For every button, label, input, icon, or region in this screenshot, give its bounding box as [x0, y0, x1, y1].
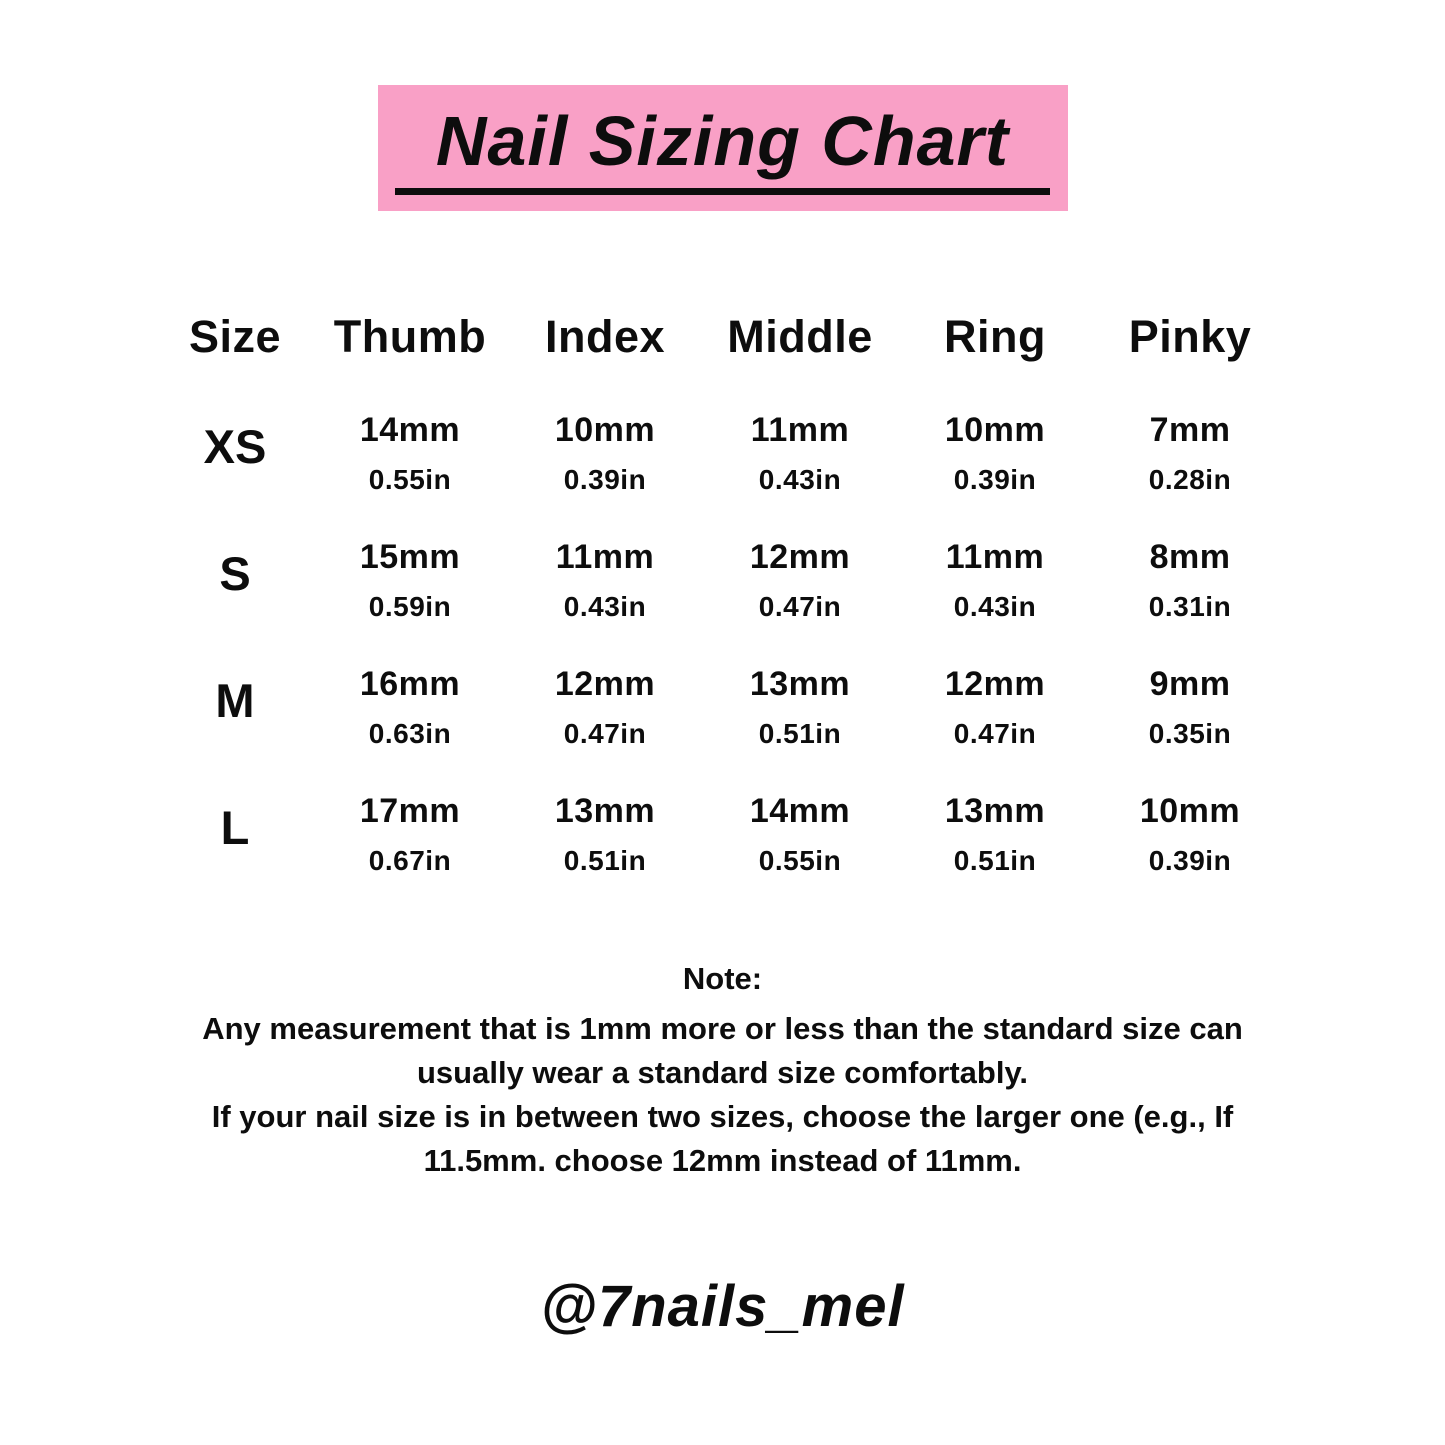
table-row-m	[158, 665, 1288, 750]
size-label-xs: XS	[203, 420, 267, 473]
column-header-middle: Middle	[727, 311, 873, 362]
cell-m-thumb	[313, 665, 508, 750]
in-value: 0.51in	[563, 845, 647, 876]
in-value: 0.47in	[953, 718, 1037, 749]
cell-l-pinky	[1093, 792, 1288, 877]
in-value: 0.67in	[368, 845, 452, 876]
cell-xs-ring	[898, 411, 1093, 496]
table-row-s	[158, 538, 1288, 623]
in-value: 0.39in	[953, 464, 1037, 495]
in-value: 0.31in	[1148, 591, 1232, 622]
mm-value: 16mm	[359, 665, 461, 703]
cell-l-thumb	[313, 792, 508, 877]
in-value: 0.63in	[368, 718, 452, 749]
in-value: 0.51in	[758, 718, 842, 749]
column-header-ring: Ring	[944, 311, 1046, 362]
title-underline	[395, 188, 1050, 195]
cell-xs-middle	[703, 411, 898, 496]
cell-l-middle	[703, 792, 898, 877]
cell-m-ring	[898, 665, 1093, 750]
in-value: 0.47in	[563, 718, 647, 749]
mm-value: 17mm	[359, 792, 461, 830]
mm-value: 10mm	[944, 411, 1046, 449]
in-value: 0.43in	[563, 591, 647, 622]
cell-s-pinky	[1093, 538, 1288, 623]
cell-s-ring	[898, 538, 1093, 623]
title-banner	[378, 85, 1068, 211]
in-value: 0.47in	[758, 591, 842, 622]
mm-value: 8mm	[1149, 538, 1231, 576]
in-value: 0.43in	[758, 464, 842, 495]
mm-value: 11mm	[945, 538, 1045, 576]
size-label-m: M	[215, 674, 255, 727]
cell-s-index	[508, 538, 703, 623]
mm-value: 12mm	[749, 538, 851, 576]
mm-value: 10mm	[1139, 792, 1241, 830]
column-header-thumb: Thumb	[333, 311, 487, 362]
cell-m-index	[508, 665, 703, 750]
cell-m-middle	[703, 665, 898, 750]
size-label-s: S	[219, 547, 251, 600]
instagram-handle: @7nails_mel	[540, 1274, 905, 1339]
in-value: 0.51in	[953, 845, 1037, 876]
mm-value: 9mm	[1149, 665, 1231, 703]
in-value: 0.39in	[563, 464, 647, 495]
mm-value: 10mm	[554, 411, 656, 449]
cell-xs-thumb	[313, 411, 508, 496]
page-title: Nail Sizing Chart	[435, 101, 1010, 180]
mm-value: 13mm	[749, 665, 851, 703]
in-value: 0.55in	[368, 464, 452, 495]
cell-l-ring	[898, 792, 1093, 877]
mm-value: 14mm	[359, 411, 461, 449]
mm-value: 13mm	[554, 792, 656, 830]
note-heading: Note:	[682, 961, 763, 996]
size-label-l: L	[220, 801, 250, 854]
mm-value: 15mm	[359, 538, 461, 576]
note-block	[173, 961, 1273, 1183]
mm-value: 11mm	[555, 538, 655, 576]
cell-s-middle	[703, 538, 898, 623]
mm-value: 12mm	[554, 665, 656, 703]
in-value: 0.39in	[1148, 845, 1232, 876]
cell-xs-index	[508, 411, 703, 496]
column-header-index: Index	[544, 311, 666, 362]
table-row-l	[158, 792, 1288, 877]
mm-value: 11mm	[750, 411, 850, 449]
cell-s-thumb	[313, 538, 508, 623]
sizing-table	[158, 311, 1288, 919]
in-value: 0.59in	[368, 591, 452, 622]
table-header-row	[158, 311, 1288, 363]
in-value: 0.28in	[1148, 464, 1232, 495]
table-row-xs	[158, 411, 1288, 496]
in-value: 0.35in	[1148, 718, 1232, 749]
note-line-1: Any measurement that is 1mm more or less than the standard size can usually wear a standard size comfortably.	[202, 1011, 1243, 1091]
mm-value: 12mm	[944, 665, 1046, 703]
mm-value: 7mm	[1149, 411, 1231, 449]
cell-m-pinky	[1093, 665, 1288, 750]
column-header-pinky: Pinky	[1128, 311, 1252, 362]
note-line-2: If your nail size is in between two sizes, choose the larger one (e.g., If 11.5mm. choose 12mm instead of 11mm.	[211, 1099, 1234, 1179]
mm-value: 13mm	[944, 792, 1046, 830]
mm-value: 14mm	[749, 792, 851, 830]
cell-l-index	[508, 792, 703, 877]
column-header-size: Size	[188, 311, 282, 362]
in-value: 0.43in	[953, 591, 1037, 622]
in-value: 0.55in	[758, 845, 842, 876]
footer	[540, 1273, 904, 1340]
cell-xs-pinky	[1093, 411, 1288, 496]
